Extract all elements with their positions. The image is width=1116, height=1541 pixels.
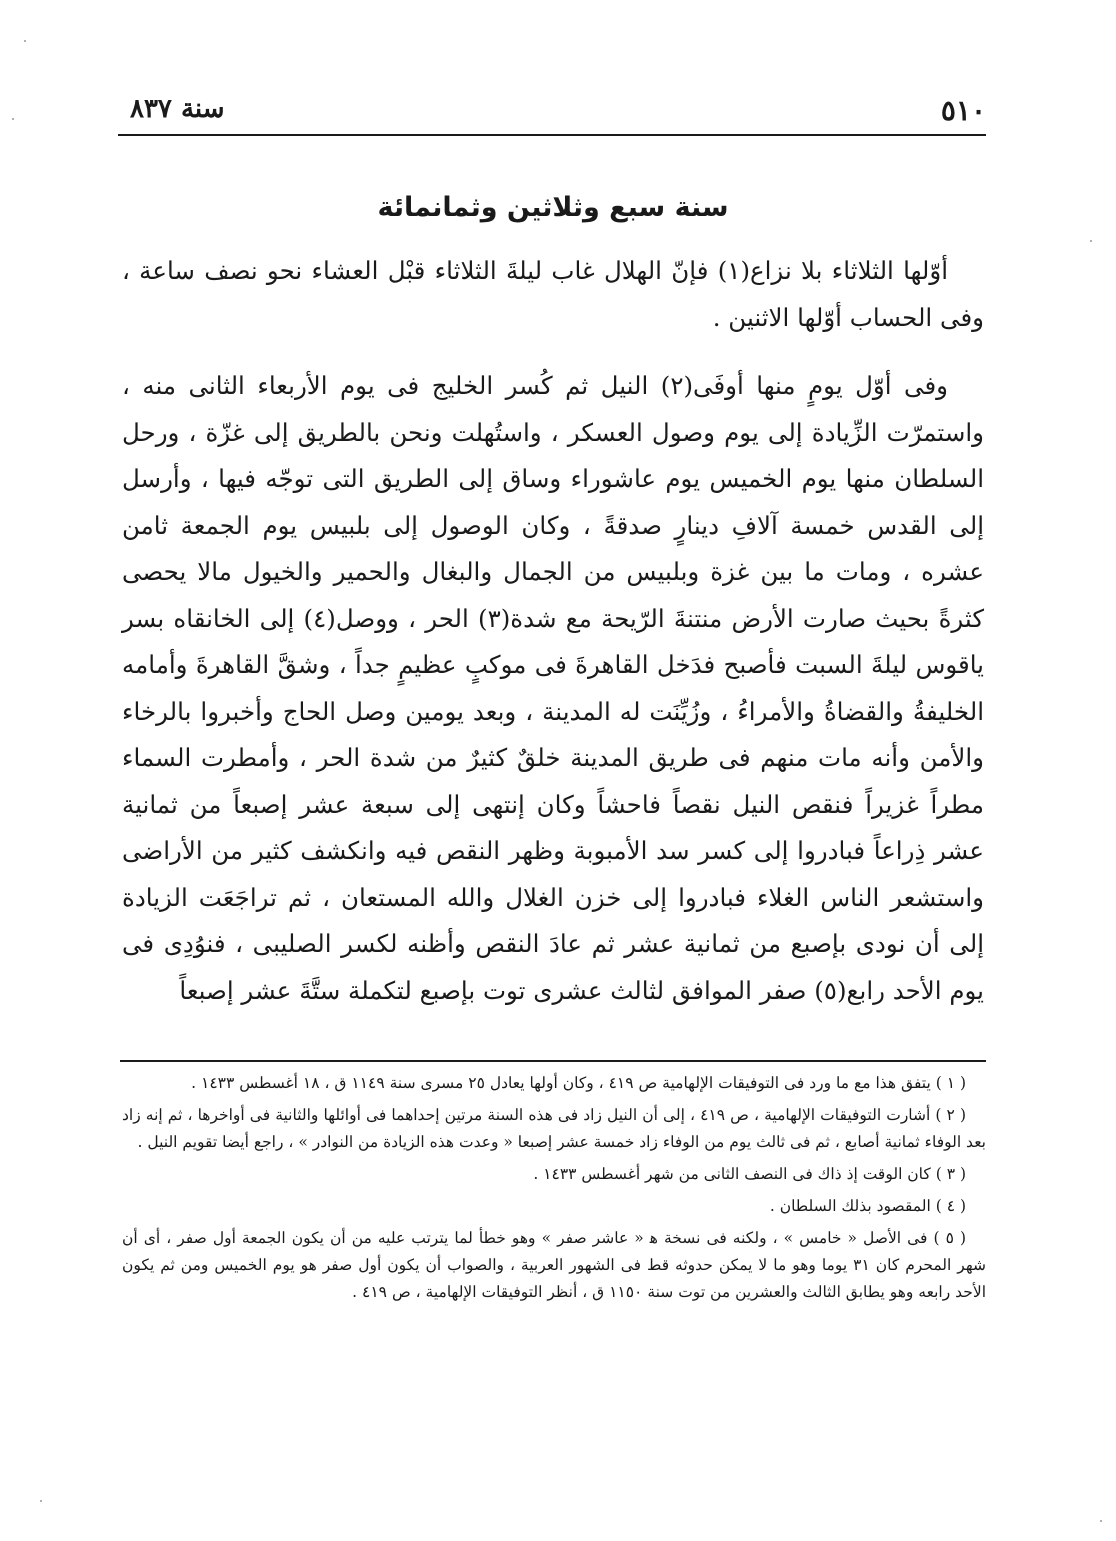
footnote: ( ٥ ) فى الأصل « خامس » ، ولكنه فى نسخة ﻫ « عاشر صفر » وهو خطأ لما يترتب عليه من أن يكون الجمعة أول صفر ، أى أن شهر المحرم كان ٣١ يوما وهو ما لا يمكن حدوثه قط فى الشهور العربية ، والصواب أن يكون أول صفر هو يوم الخميس ومن ثم يكون الأحد رابعه وهو يطابق الثالث والعشرين من توت سنة ١١٥٠ ق ، أنظر التوفيقات الإلهامية ، ص ٤١٩ . — [122, 1229, 986, 1301]
chapter-title: سنة سبع وثلاثين وثمانمائة — [377, 192, 729, 223]
footnote-rule — [120, 1060, 986, 1062]
running-head: سنة ٨٣٧ — [130, 94, 225, 124]
scan-speck — [1100, 1520, 1102, 1522]
footnote: ( ٣ ) كان الوقت إذ ذاك فى النصف الثانى من شهر أغسطس ١٤٣٣ . — [533, 1165, 966, 1183]
scan-speck — [40, 1500, 42, 1502]
footnote: ( ٢ ) أشارت التوفيقات الإلهامية ، ص ٤١٩ ، إلى أن النيل زاد فى هذه السنة مرتين إحداهما فى أوائلها والثانية فى أواخرها ، ثم إنه زاد بعد الوفاء ثمانية أصابع ، ثم فى ثالث يوم من الوفاء زاد خمسة عشر إصبعا « وعدت هذه الزيادة من النوادر » ، راجع أيضا تقويم النيل . — [122, 1106, 986, 1151]
page-header — [120, 92, 986, 132]
main-text — [122, 248, 984, 1014]
scan-speck — [1090, 240, 1092, 242]
scan-speck — [24, 40, 26, 42]
footnote: ( ٤ ) المقصود بذلك السلطان . — [769, 1197, 966, 1215]
paragraph: وفى أوّل يومٍ منها أوفَى(٢) النيل ثم كُسر الخليج فى يوم الأربعاء الثانى منه ، واستمرّت الزِّيادة إلى يوم وصول العسكر ، واستُهلت ونحن بالطريق إلى غزّة ، ورحل السلطان منها يوم الخميس يوم عاشوراء وساق إلى الطريق التى توجّه فيها ، وأرسل إلى القدس خمسة آلافِ دينارٍ صدقةً ، وكان الوصول إلى بلبيس يوم الجمعة ثامن عشره ، ومات ما بين غزة وبلبيس من الجمال والبغال والحمير والخيول مالا يحصى كثرةً بحيث صارت الأرض منتنةَ الرّيحة مع شدة(٣) الحر ، ووصل(٤) إلى الخانقاه بسر ياقوس ليلةَ السبت فأصبح فدَخل القاهرةَ فى موكبٍ عظيمٍ جداً ، وشقَّ القاهرةَ وأمامه الخليفةُ والقضاةُ والأمراءُ ، وزُيِّنَت له المدينة ، وبعد يومين وصل الحاج وأخبروا بالرخاء والأمن وأنه مات منهم فى طريق المدينة خلقٌ كثيرٌ من شدة الحر ، وأمطرت السماء مطراً غزيراً فنقص النيل نقصاً فاحشاً وكان إنتهى إلى سبعة عشر إصبعاً من ثمانية عشر ذِراعاً فبادروا إلى كسر سد الأمبوبة وظهر النقص فيه وانكشف كثير من الأراضى واستشعر الناس الغلاء فبادروا إلى خزن الغلال والله المستعان ، ثم تراجَعَت الزيادة إلى أن نودى بإصبع من ثمانية عشر ثم عادَ النقص وأظنه لكسر الصليبى ، فنوُدِى فى يوم الأحد رابع(٥) صفر الموافق لثالث عشرى توت بإصبع لتكملة ستَّةَ عشر إصبعاً — [122, 371, 984, 1005]
header-rule — [118, 134, 986, 136]
footnote: ( ١ ) يتفق هذا مع ما ورد فى التوفيقات الإلهامية ص ٤١٩ ، وكان أولها يعادل ٢٥ مسرى سنة ١١٤٩ ق ، ١٨ أغسطس ١٤٣٣ . — [191, 1074, 966, 1092]
footnotes — [122, 1070, 986, 1311]
page-number: ٥١٠ — [940, 94, 986, 127]
paragraph: أوّلها الثلاثاء بلا نزاع(١) فإنّ الهلال غاب ليلةَ الثلاثاء قبْل العشاء نحو نصف ساعة ، وفى الحساب أوّلها الاثنين . — [122, 256, 984, 332]
scan-speck — [12, 118, 14, 120]
